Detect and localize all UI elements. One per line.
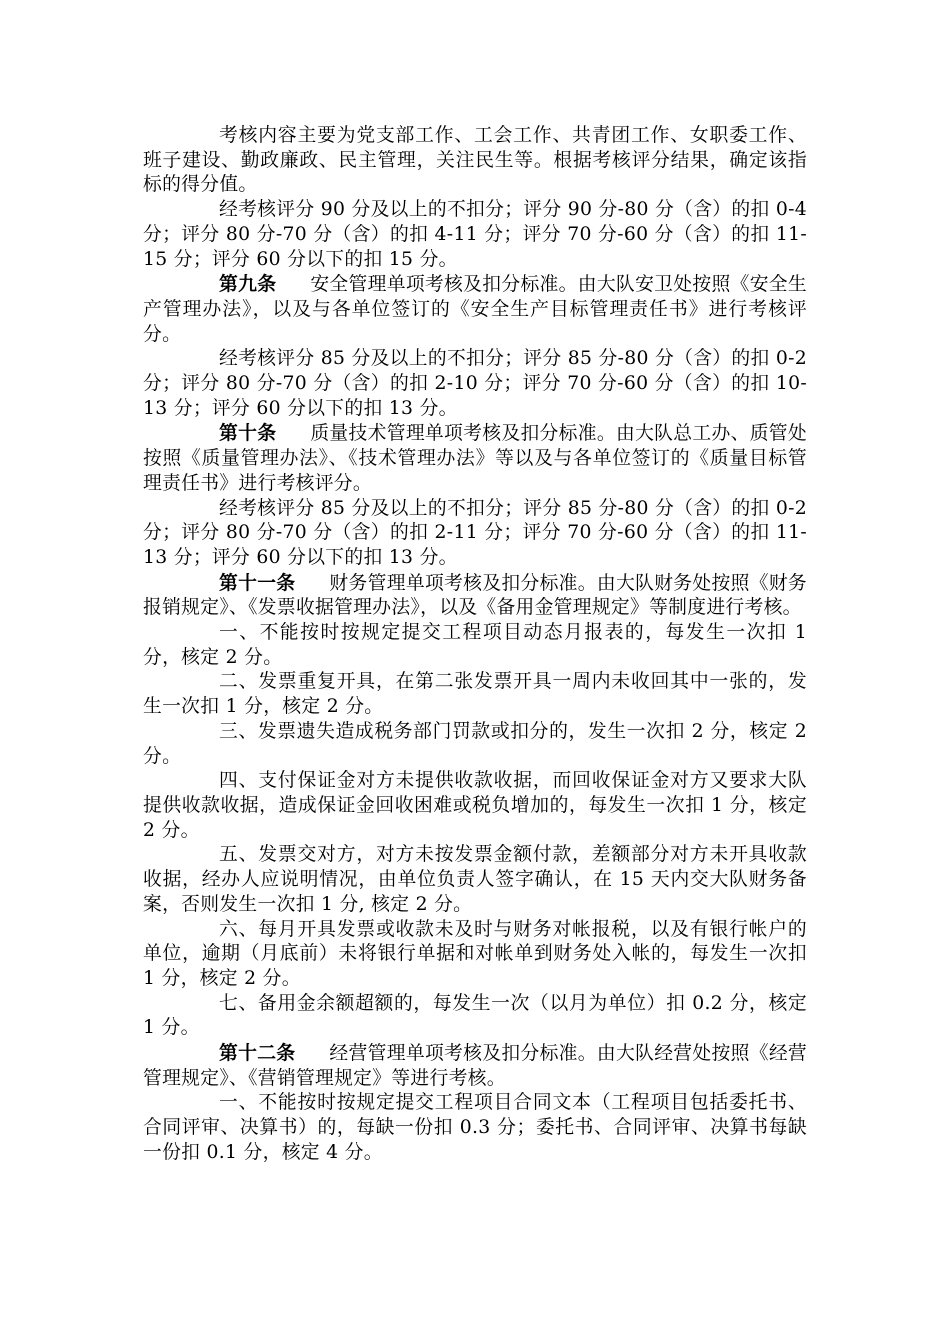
paragraph-text: 五、发票交对方，对方未按发票金额付款，差额部分对方未开具收款收据，经办人应说明情况，由单位负责人签字确认，在 15 天内交大队财务备案，否则发生一次扣 1 分, 核定 2 分。	[143, 844, 807, 915]
paragraph	[143, 621, 807, 670]
paragraph	[143, 124, 807, 198]
article-11	[143, 571, 807, 621]
article-heading: 第十一条	[219, 571, 296, 594]
paragraph-text: 三、发票遗失造成税务部门罚款或扣分的，发生一次扣 2 分，核定 2 分。	[143, 720, 807, 767]
paragraph-text: 四、支付保证金对方未提供收款收据，而回收保证金对方又要求大队提供收款收据，造成保证金回收困难或税负增加的，每发生一次扣 1 分，核定 2 分。	[143, 770, 807, 841]
paragraph	[143, 198, 807, 272]
paragraph-text: 财务管理单项考核及扣分标准。由大队财务处按照《财务报销规定》、《发票收据管理办法》，以及《备用金管理规定》等制度进行考核。	[143, 572, 808, 619]
paragraph-text: 经考核评分 85 分及以上的不扣分；评分 85 分-80 分（含）的扣 0-2 分；评分 80 分-70 分（含）的扣 2-10 分；评分 70 分-60 分（含）的扣 10-13 分；评分 60 分以下的扣 13 分。	[143, 348, 807, 419]
paragraph-text: 六、每月开具发票或收款未及时与财务对帐报税，以及有银行帐户的单位，逾期（月底前）未将银行单据和对帐单到财务处入帐的，每发生一次扣 1 分，核定 2 分。	[143, 918, 807, 989]
paragraph-text: 一、不能按时按规定提交工程项目动态月报表的，每发生一次扣 1 分，核定 2 分。	[143, 622, 807, 668]
paragraph-text: 考核内容主要为党支部工作、工会工作、共青团工作、女职委工作、班子建设、勤政廉政、民主管理，关注民生等。根据考核评分结果，确定该指标的得分值。	[143, 125, 807, 196]
paragraph-text: 七、备用金余额超额的，每发生一次（以月为单位）扣 0.2 分，核定 1 分。	[143, 992, 807, 1039]
paragraph	[143, 992, 807, 1041]
paragraph	[143, 720, 807, 769]
paragraph	[143, 347, 807, 421]
article-9	[143, 272, 807, 347]
document-body	[143, 124, 807, 1166]
paragraph-text: 质量技术管理单项考核及扣分标准。由大队总工办、质管处按照《质量管理办法》、《技术管理办法》等以及与各单位签订的《质量目标管理责任书》进行考核评分。	[143, 423, 807, 494]
paragraph-text: 经考核评分 85 分及以上的不扣分；评分 85 分-80 分（含）的扣 0-2 分；评分 80 分-70 分（含）的扣 2-11 分；评分 70 分-60 分（含）的扣 11-13 分；评分 60 分以下的扣 13 分。	[143, 497, 807, 568]
paragraph-text: 安全管理单项考核及扣分标准。由大队安卫处按照《安全生产管理办法》，以及与各单位签订的《安全生产目标管理责任书》进行考核评分。	[143, 274, 807, 345]
paragraph	[143, 670, 807, 719]
paragraph-text: 一、不能按时按规定提交工程项目合同文本（工程项目包括委托书、合同评审、决算书）的，每缺一份扣 0.3 分；委托书、合同评审、决算书每缺一份扣 0.1 分，核定 4 分。	[143, 1092, 807, 1163]
article-heading: 第十二条	[219, 1042, 296, 1065]
paragraph-text: 经考核评分 90 分及以上的不扣分；评分 90 分-80 分（含）的扣 0-4 分；评分 80 分-70 分（含）的扣 4-11 分；评分 70 分-60 分（含）的扣 11-15 分；评分 60 分以下的扣 15 分。	[143, 199, 807, 270]
paragraph	[143, 918, 807, 992]
paragraph	[143, 769, 807, 843]
article-10	[143, 421, 807, 496]
article-12	[143, 1041, 807, 1091]
paragraph-text: 经营管理单项考核及扣分标准。由大队经营处按照《经营管理规定》、《营销管理规定》等进行考核。	[143, 1043, 808, 1089]
article-heading: 第十条	[219, 422, 277, 445]
paragraph-text: 二、发票重复开具，在第二张发票开具一周内未收回其中一张的，发生一次扣 1 分，核定 2 分。	[143, 671, 807, 718]
paragraph	[143, 497, 807, 571]
paragraph	[143, 1091, 807, 1165]
article-heading: 第九条	[219, 273, 277, 296]
paragraph	[143, 843, 807, 917]
